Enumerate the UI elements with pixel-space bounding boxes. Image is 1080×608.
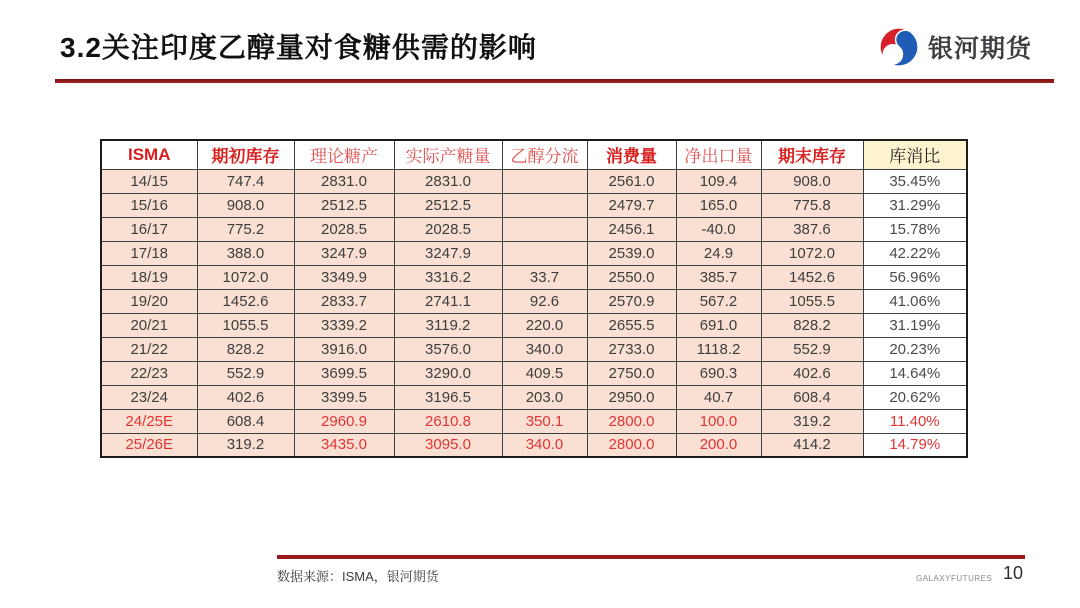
value-cell: 350.1 bbox=[502, 409, 587, 433]
value-cell: 3399.5 bbox=[294, 385, 394, 409]
value-cell: 340.0 bbox=[502, 337, 587, 361]
table-row bbox=[101, 433, 967, 457]
value-cell: 828.2 bbox=[197, 337, 294, 361]
table-row bbox=[101, 193, 967, 217]
value-cell: 1452.6 bbox=[761, 265, 863, 289]
value-cell: 2028.5 bbox=[294, 217, 394, 241]
column-header: 乙醇分流 bbox=[502, 140, 587, 169]
value-cell: 109.4 bbox=[676, 169, 761, 193]
value-cell: 388.0 bbox=[197, 241, 294, 265]
value-cell: 3576.0 bbox=[394, 337, 502, 361]
value-cell: 402.6 bbox=[761, 361, 863, 385]
value-cell: 2800.0 bbox=[587, 433, 676, 457]
value-cell: 2733.0 bbox=[587, 337, 676, 361]
sugar-supply-demand-table bbox=[100, 139, 968, 458]
value-cell bbox=[502, 241, 587, 265]
value-cell: 2539.0 bbox=[587, 241, 676, 265]
value-cell: 1055.5 bbox=[761, 289, 863, 313]
value-cell: 775.2 bbox=[197, 217, 294, 241]
value-cell: 2570.9 bbox=[587, 289, 676, 313]
value-cell: 2833.7 bbox=[294, 289, 394, 313]
value-cell: 608.4 bbox=[761, 385, 863, 409]
value-cell: 2950.0 bbox=[587, 385, 676, 409]
column-header: 净出口量 bbox=[676, 140, 761, 169]
year-cell: 19/20 bbox=[101, 289, 197, 313]
logo-text: 银河期货 bbox=[928, 35, 1033, 63]
value-cell: 2479.7 bbox=[587, 193, 676, 217]
value-cell: 3095.0 bbox=[394, 433, 502, 457]
value-cell: 690.3 bbox=[676, 361, 761, 385]
value-cell: 3247.9 bbox=[294, 241, 394, 265]
year-cell: 25/26E bbox=[101, 433, 197, 457]
value-cell: 203.0 bbox=[502, 385, 587, 409]
value-cell: 3435.0 bbox=[294, 433, 394, 457]
data-source-note: 数据来源：ISMA，银河期货 bbox=[277, 569, 439, 584]
value-cell: 20.23% bbox=[863, 337, 967, 361]
table-row bbox=[101, 385, 967, 409]
year-cell: 23/24 bbox=[101, 385, 197, 409]
value-cell: 775.8 bbox=[761, 193, 863, 217]
title-divider-line bbox=[55, 79, 1054, 83]
value-cell: 552.9 bbox=[761, 337, 863, 361]
table-row bbox=[101, 289, 967, 313]
table-row bbox=[101, 337, 967, 361]
column-header: 消费量 bbox=[587, 140, 676, 169]
column-header: ISMA bbox=[101, 140, 197, 169]
value-cell: 40.7 bbox=[676, 385, 761, 409]
value-cell: 35.45% bbox=[863, 169, 967, 193]
table-row bbox=[101, 409, 967, 433]
value-cell: 24.9 bbox=[676, 241, 761, 265]
value-cell: 3119.2 bbox=[394, 313, 502, 337]
column-header: 实际产糖量 bbox=[394, 140, 502, 169]
column-header: 理论糖产 bbox=[294, 140, 394, 169]
value-cell: 1072.0 bbox=[761, 241, 863, 265]
value-cell: 3247.9 bbox=[394, 241, 502, 265]
value-cell: 31.29% bbox=[863, 193, 967, 217]
year-cell: 24/25E bbox=[101, 409, 197, 433]
page-title: 3.2关注印度乙醇量对食糖供需的影响 bbox=[60, 32, 537, 63]
value-cell: 3339.2 bbox=[294, 313, 394, 337]
value-cell: 56.96% bbox=[863, 265, 967, 289]
value-cell: 100.0 bbox=[676, 409, 761, 433]
value-cell bbox=[502, 217, 587, 241]
value-cell: 1118.2 bbox=[676, 337, 761, 361]
column-header: 期初库存 bbox=[197, 140, 294, 169]
brand-watermark: GALAXYFUTURES bbox=[916, 574, 993, 583]
column-header: 库消比 bbox=[863, 140, 967, 169]
table-row bbox=[101, 361, 967, 385]
value-cell: 1072.0 bbox=[197, 265, 294, 289]
value-cell: 15.78% bbox=[863, 217, 967, 241]
year-cell: 14/15 bbox=[101, 169, 197, 193]
galaxy-swirl-icon bbox=[878, 26, 920, 68]
value-cell: 2655.5 bbox=[587, 313, 676, 337]
value-cell: 200.0 bbox=[676, 433, 761, 457]
year-cell: 18/19 bbox=[101, 265, 197, 289]
value-cell: 1452.6 bbox=[197, 289, 294, 313]
value-cell: 908.0 bbox=[761, 169, 863, 193]
value-cell: 2800.0 bbox=[587, 409, 676, 433]
value-cell: 409.5 bbox=[502, 361, 587, 385]
value-cell: 387.6 bbox=[761, 217, 863, 241]
value-cell: 552.9 bbox=[197, 361, 294, 385]
value-cell: 2561.0 bbox=[587, 169, 676, 193]
value-cell: 385.7 bbox=[676, 265, 761, 289]
value-cell: 3916.0 bbox=[294, 337, 394, 361]
value-cell: 567.2 bbox=[676, 289, 761, 313]
value-cell: 31.19% bbox=[863, 313, 967, 337]
value-cell: 14.79% bbox=[863, 433, 967, 457]
value-cell: 319.2 bbox=[197, 433, 294, 457]
value-cell: 2831.0 bbox=[394, 169, 502, 193]
footer-divider-line bbox=[277, 555, 1025, 559]
value-cell: 2831.0 bbox=[294, 169, 394, 193]
year-cell: 16/17 bbox=[101, 217, 197, 241]
page-number: 10 bbox=[1003, 563, 1024, 583]
value-cell: 908.0 bbox=[197, 193, 294, 217]
value-cell: 2741.1 bbox=[394, 289, 502, 313]
value-cell: 3316.2 bbox=[394, 265, 502, 289]
value-cell: 33.7 bbox=[502, 265, 587, 289]
value-cell: 11.40% bbox=[863, 409, 967, 433]
value-cell: 2456.1 bbox=[587, 217, 676, 241]
table-header-row bbox=[101, 140, 967, 169]
value-cell: 3196.5 bbox=[394, 385, 502, 409]
value-cell: 608.4 bbox=[197, 409, 294, 433]
table-row bbox=[101, 241, 967, 265]
value-cell: 2512.5 bbox=[294, 193, 394, 217]
table-row bbox=[101, 217, 967, 241]
value-cell: 2610.8 bbox=[394, 409, 502, 433]
value-cell: 3290.0 bbox=[394, 361, 502, 385]
value-cell bbox=[502, 169, 587, 193]
year-cell: 17/18 bbox=[101, 241, 197, 265]
value-cell: 2550.0 bbox=[587, 265, 676, 289]
value-cell: 42.22% bbox=[863, 241, 967, 265]
value-cell: 340.0 bbox=[502, 433, 587, 457]
column-header: 期末库存 bbox=[761, 140, 863, 169]
value-cell: 828.2 bbox=[761, 313, 863, 337]
value-cell: 414.2 bbox=[761, 433, 863, 457]
value-cell: 402.6 bbox=[197, 385, 294, 409]
value-cell: 691.0 bbox=[676, 313, 761, 337]
value-cell: 319.2 bbox=[761, 409, 863, 433]
table-row bbox=[101, 313, 967, 337]
value-cell: 92.6 bbox=[502, 289, 587, 313]
value-cell: 14.64% bbox=[863, 361, 967, 385]
value-cell: 1055.5 bbox=[197, 313, 294, 337]
table-row bbox=[101, 265, 967, 289]
year-cell: 20/21 bbox=[101, 313, 197, 337]
value-cell: 2960.9 bbox=[294, 409, 394, 433]
value-cell: 165.0 bbox=[676, 193, 761, 217]
year-cell: 15/16 bbox=[101, 193, 197, 217]
table-row bbox=[101, 169, 967, 193]
value-cell: 3349.9 bbox=[294, 265, 394, 289]
value-cell: 3699.5 bbox=[294, 361, 394, 385]
value-cell: 220.0 bbox=[502, 313, 587, 337]
value-cell bbox=[502, 193, 587, 217]
value-cell: 2512.5 bbox=[394, 193, 502, 217]
value-cell: 2750.0 bbox=[587, 361, 676, 385]
value-cell: 41.06% bbox=[863, 289, 967, 313]
year-cell: 22/23 bbox=[101, 361, 197, 385]
company-logo bbox=[878, 26, 1032, 68]
value-cell: 2028.5 bbox=[394, 217, 502, 241]
value-cell: 20.62% bbox=[863, 385, 967, 409]
value-cell: -40.0 bbox=[676, 217, 761, 241]
year-cell: 21/22 bbox=[101, 337, 197, 361]
value-cell: 747.4 bbox=[197, 169, 294, 193]
